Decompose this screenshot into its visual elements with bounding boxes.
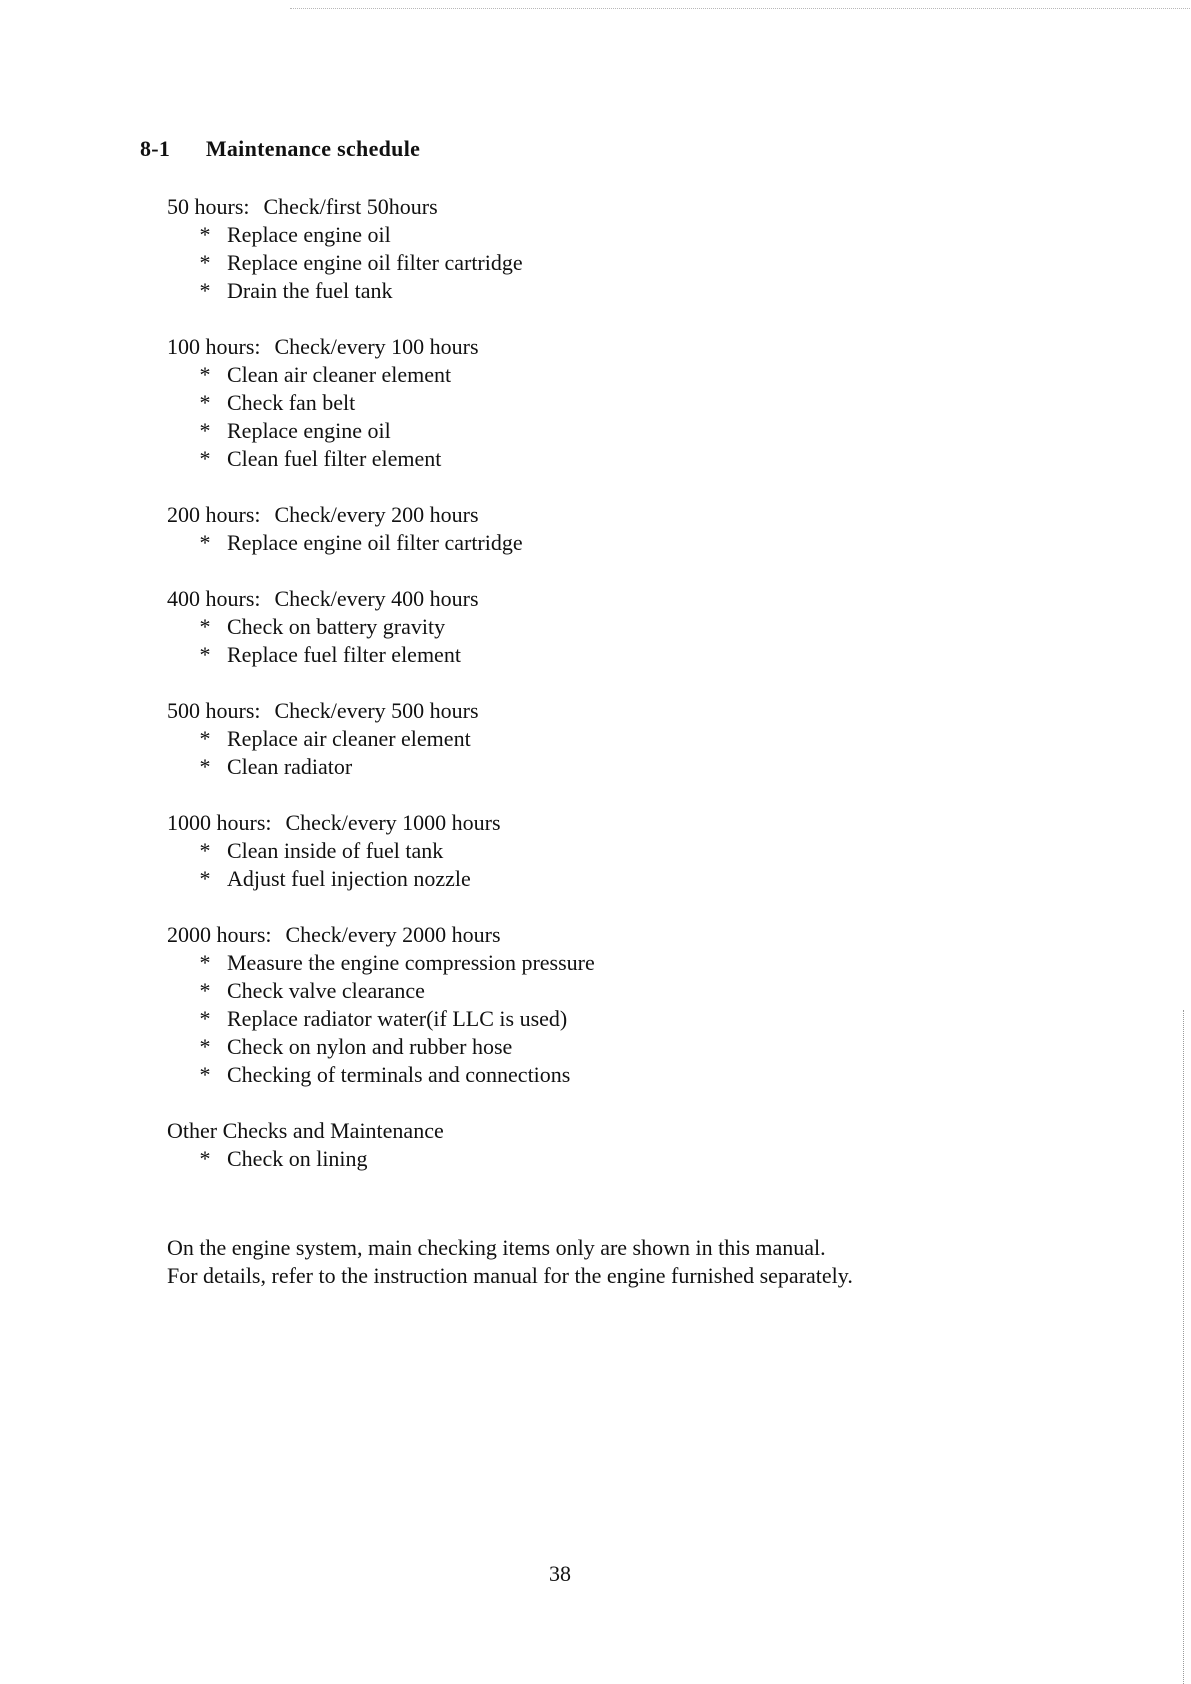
maintenance-item <box>167 949 1067 977</box>
section-interval <box>167 501 1067 529</box>
interval-hours: 1000 hours: <box>167 810 272 835</box>
notes <box>167 1234 1067 1290</box>
scan-artifact-right <box>1183 1010 1184 1684</box>
bullet-asterisk: * <box>199 950 211 975</box>
bullet-asterisk: * <box>199 418 211 443</box>
bullet-asterisk: * <box>199 1062 211 1087</box>
scan-artifact-top <box>290 8 1190 9</box>
item-text: Adjust fuel injection nozzle <box>227 866 471 891</box>
item-text: Replace engine oil <box>227 222 391 247</box>
maintenance-item <box>167 249 1067 277</box>
item-text: Check on battery gravity <box>227 614 446 639</box>
bullet-asterisk: * <box>199 754 211 779</box>
maintenance-item <box>167 837 1067 865</box>
schedule-section <box>167 697 1067 781</box>
maintenance-item <box>167 865 1067 893</box>
schedule-section <box>167 1117 1067 1173</box>
bullet-asterisk: * <box>199 1034 211 1059</box>
section-title: Maintenance schedule <box>205 136 421 161</box>
interval-hours: Other Checks and Maintenance <box>167 1118 444 1143</box>
bullet-asterisk: * <box>199 614 211 639</box>
maintenance-item <box>167 361 1067 389</box>
interval-hours: 100 hours: <box>167 334 261 359</box>
bullet-asterisk: * <box>199 362 211 387</box>
bullet-asterisk: * <box>199 278 211 303</box>
item-text: Drain the fuel tank <box>227 278 393 303</box>
interval-check: Check/every 2000 hours <box>285 922 501 947</box>
note-line: On the engine system, main checking items only are shown in this manual. <box>167 1235 826 1260</box>
page-number: 38 <box>549 1561 571 1586</box>
section-interval <box>167 921 1067 949</box>
item-text: Replace radiator water(if LLC is used) <box>227 1006 568 1031</box>
interval-check: Check/every 500 hours <box>274 698 479 723</box>
maintenance-item <box>167 641 1067 669</box>
maintenance-item <box>167 613 1067 641</box>
maintenance-item <box>167 417 1067 445</box>
bullet-asterisk: * <box>199 530 211 555</box>
item-text: Replace engine oil filter cartridge <box>227 530 523 555</box>
item-text: Measure the engine compression pressure <box>227 950 595 975</box>
bullet-asterisk: * <box>199 726 211 751</box>
item-text: Replace air cleaner element <box>227 726 471 751</box>
schedule-section <box>167 809 1067 893</box>
schedule-section <box>167 921 1067 1089</box>
item-text: Check valve clearance <box>227 978 425 1003</box>
interval-hours: 500 hours: <box>167 698 261 723</box>
maintenance-schedule <box>167 193 1067 1201</box>
interval-check: Check/first 50hours <box>263 194 438 219</box>
interval-hours: 50 hours: <box>167 194 250 219</box>
maintenance-item <box>167 753 1067 781</box>
maintenance-item <box>167 1033 1067 1061</box>
item-text: Replace fuel filter element <box>227 642 461 667</box>
bullet-asterisk: * <box>199 838 211 863</box>
item-text: Check on lining <box>227 1146 368 1171</box>
maintenance-item <box>167 529 1067 557</box>
maintenance-item <box>167 1061 1067 1089</box>
bullet-asterisk: * <box>199 642 211 667</box>
interval-hours: 2000 hours: <box>167 922 272 947</box>
interval-check: Check/every 400 hours <box>274 586 479 611</box>
item-text: Check on nylon and rubber hose <box>227 1034 513 1059</box>
interval-check: Check/every 1000 hours <box>285 810 501 835</box>
section-interval <box>167 333 1067 361</box>
maintenance-item <box>167 277 1067 305</box>
item-text: Check fan belt <box>227 390 356 415</box>
item-text: Replace engine oil filter cartridge <box>227 250 523 275</box>
bullet-asterisk: * <box>199 978 211 1003</box>
bullet-asterisk: * <box>199 446 211 471</box>
section-interval <box>167 1117 1067 1145</box>
maintenance-item <box>167 977 1067 1005</box>
schedule-section <box>167 193 1067 305</box>
section-interval <box>167 585 1067 613</box>
item-text: Clean fuel filter element <box>227 446 442 471</box>
schedule-section <box>167 585 1067 669</box>
section-interval <box>167 809 1067 837</box>
section-interval <box>167 193 1067 221</box>
schedule-section <box>167 333 1067 473</box>
note-line: For details, refer to the instruction manual for the engine furnished separately. <box>167 1263 853 1288</box>
maintenance-item <box>167 725 1067 753</box>
maintenance-item <box>167 389 1067 417</box>
interval-check: Check/every 200 hours <box>274 502 479 527</box>
section-heading <box>140 136 420 162</box>
interval-hours: 400 hours: <box>167 586 261 611</box>
section-number: 8-1 <box>140 136 171 161</box>
maintenance-item <box>167 1145 1067 1173</box>
maintenance-item <box>167 445 1067 473</box>
item-text: Clean inside of fuel tank <box>227 838 444 863</box>
schedule-section <box>167 501 1067 557</box>
bullet-asterisk: * <box>199 1146 211 1171</box>
item-text: Checking of terminals and connections <box>227 1062 571 1087</box>
item-text: Replace engine oil <box>227 418 391 443</box>
maintenance-item <box>167 221 1067 249</box>
bullet-asterisk: * <box>199 222 211 247</box>
bullet-asterisk: * <box>199 1006 211 1031</box>
maintenance-item <box>167 1005 1067 1033</box>
bullet-asterisk: * <box>199 250 211 275</box>
interval-check: Check/every 100 hours <box>274 334 479 359</box>
item-text: Clean radiator <box>227 754 353 779</box>
bullet-asterisk: * <box>199 866 211 891</box>
bullet-asterisk: * <box>199 390 211 415</box>
interval-hours: 200 hours: <box>167 502 261 527</box>
item-text: Clean air cleaner element <box>227 362 452 387</box>
section-interval <box>167 697 1067 725</box>
